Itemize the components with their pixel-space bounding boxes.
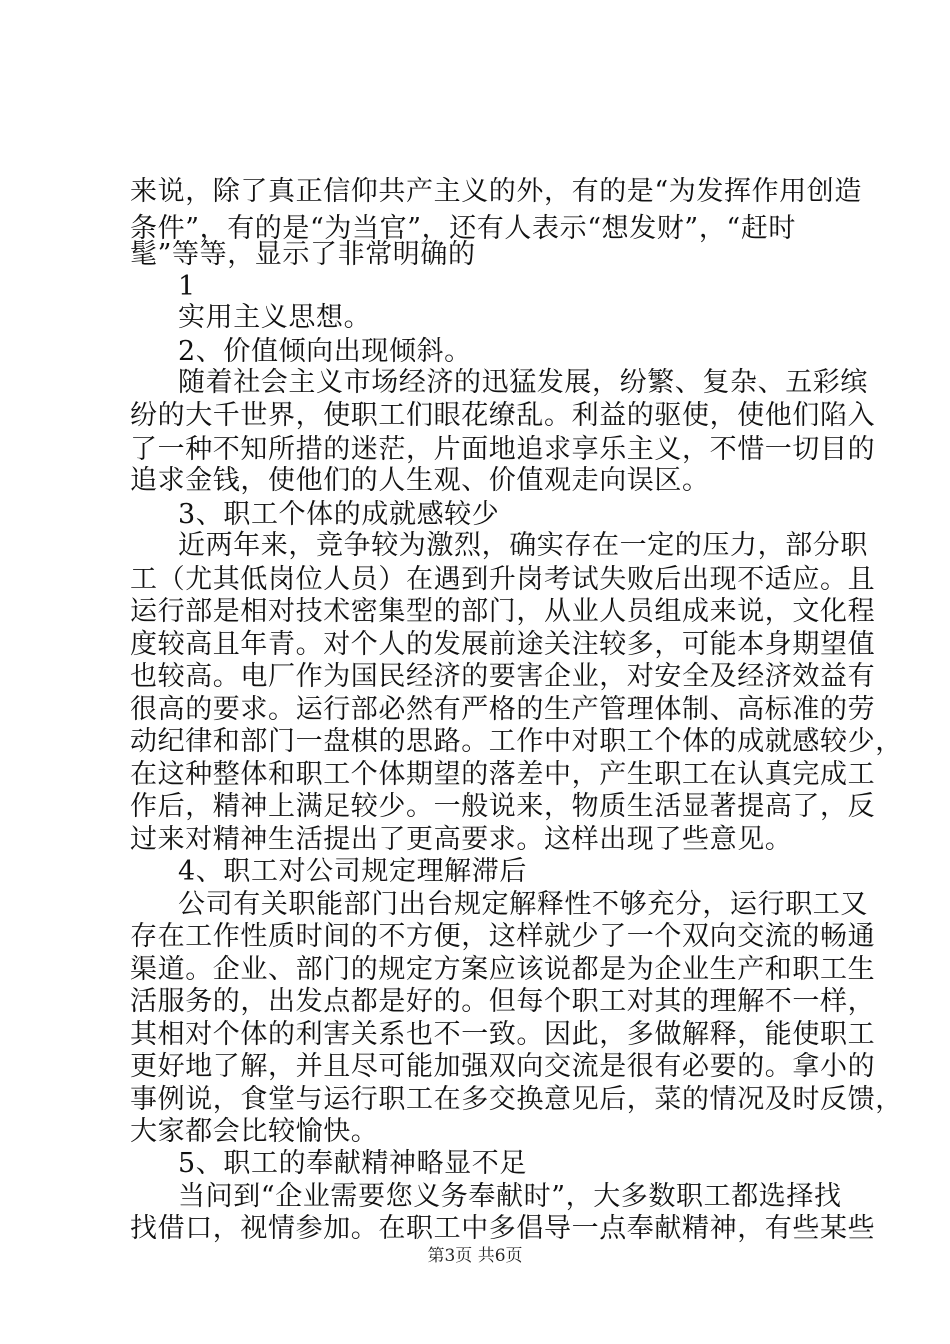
text-line: 活服务的，出发点都是好的。但每个职工对其的理解不一样， xyxy=(130,986,876,1017)
text-line: 其相对个体的利害关系也不一致。因此，多做解释，能使职工 xyxy=(130,1019,876,1050)
text-line: 事例说，食堂与运行职工在多交换意见后，菜的情况及时反馈， xyxy=(130,1084,903,1115)
section-heading: 3、职工个体的成就感较少 xyxy=(178,499,500,530)
page-number: 第3页 共6页 xyxy=(427,1246,523,1266)
text-line: 更好地了解，并且尽可能加强双向交流是很有必要的。拿小的 xyxy=(130,1051,876,1082)
text-line: 纷的大千世界，使职工们眼花缭乱。利益的驱使，使他们陷入 xyxy=(130,400,876,431)
text-line: 也较高。电厂作为国民经济的要害企业，对安全及经济效益有 xyxy=(130,661,876,692)
text-line: 渠道。企业、部门的规定方案应该说都是为企业生产和职工生 xyxy=(130,954,876,985)
text-line: 当问到“企业需要您义务奉献时”，大多数职工都选择找 xyxy=(178,1181,842,1212)
text-line: 运行部是相对技术密集型的部门，从业人员组成来说，文化程 xyxy=(130,596,876,627)
section-heading: 5、职工的奉献精神略显不足 xyxy=(178,1148,527,1179)
text-line: 工（尤其低岗位人员）在遇到升岗考试失败后出现不适应。且 xyxy=(130,564,876,595)
text-line: 动纪律和部门一盘棋的思路。工作中对职工个体的成就感较少， xyxy=(130,726,903,757)
text-line: 在这种整体和职工个体期望的落差中，产生职工在认真完成工 xyxy=(130,759,876,790)
text-line: 髦”等等，显示了非常明确的 xyxy=(130,239,476,270)
text-line: 随着社会主义市场经济的迅猛发展，纷繁、复杂、五彩缤 xyxy=(178,367,868,398)
text-line: 大家都会比较愉快。 xyxy=(130,1116,379,1147)
text-line: 作后，精神上满足较少。一般说来，物质生活显著提高了，反 xyxy=(130,791,876,822)
text-line: 追求金钱，使他们的人生观、价值观走向误区。 xyxy=(130,465,710,496)
text-line: 实用主义思想。 xyxy=(178,302,372,333)
text-line: 近两年来，竞争较为激烈，确实存在一定的压力，部分职 xyxy=(178,530,868,561)
text-line: 公司有关职能部门出台规定解释性不够充分，运行职工又 xyxy=(178,889,868,920)
text-line: 1 xyxy=(178,271,196,302)
text-line: 来说，除了真正信仰共产主义的外，有的是“为发挥作用创造 xyxy=(130,176,863,207)
text-line: 度较高且年青。对个人的发展前途关注较多，可能本身期望值 xyxy=(130,629,876,660)
text-line: 存在工作性质时间的不方便，这样就少了一个双向交流的畅通 xyxy=(130,921,876,952)
section-heading: 2、价值倾向出现倾斜。 xyxy=(178,336,472,367)
text-line: 找借口，视情参加。在职工中多倡导一点奉献精神，有些某些 xyxy=(130,1213,876,1244)
text-line: 条件”，有的是“为当官”，还有人表示“想发财”，“赶时 xyxy=(130,213,797,244)
text-line: 过来对精神生活提出了更高要求。这样出现了些意见。 xyxy=(130,824,793,855)
text-line: 很高的要求。运行部必然有严格的生产管理体制、高标准的劳 xyxy=(130,694,876,725)
text-line: 了一种不知所措的迷茫，片面地追求享乐主义，不惜一切目的 xyxy=(130,434,876,465)
section-heading: 4、职工对公司规定理解滞后 xyxy=(178,856,527,887)
